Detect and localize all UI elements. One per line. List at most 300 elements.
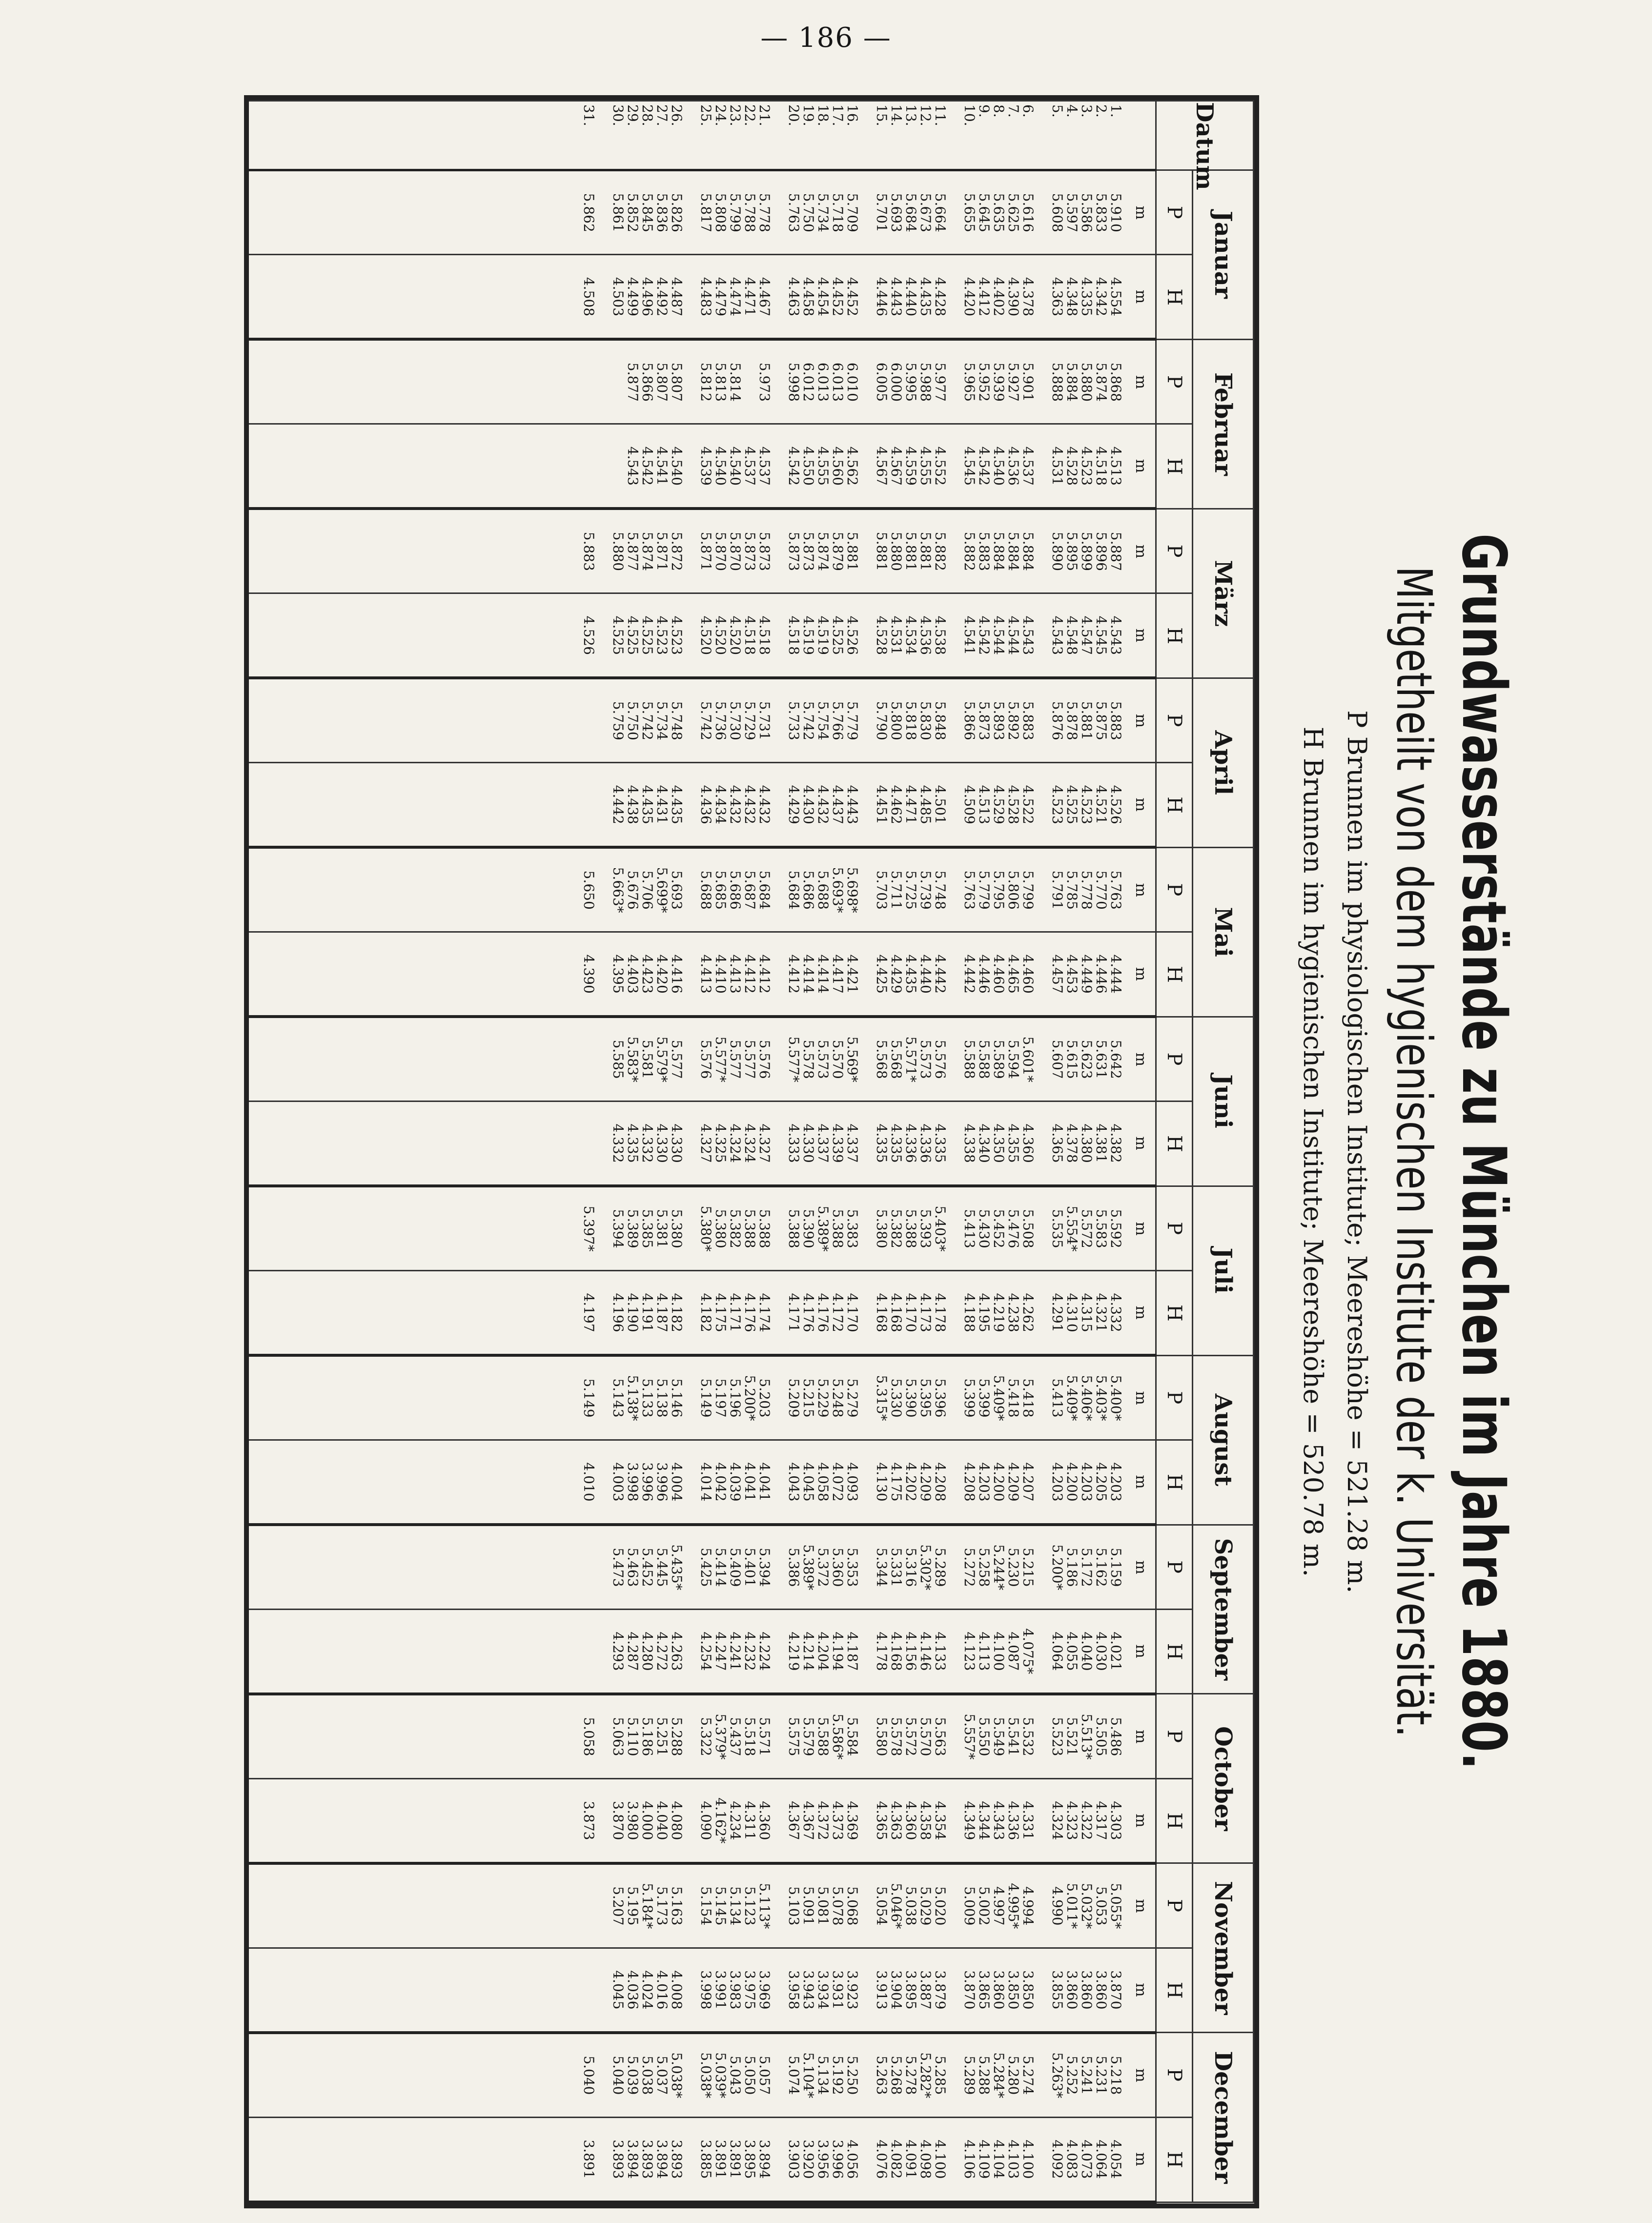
water-level-value: 5.038* — [669, 2052, 685, 2099]
water-level-value: 4.395 — [610, 954, 626, 994]
water-level-value: 3.860 — [1079, 1970, 1095, 2010]
water-level-value: 5.807 — [669, 362, 685, 402]
water-level-value: 5.581 — [639, 1040, 655, 1079]
water-level-value: 5.901 — [1020, 362, 1036, 402]
water-level-value: 4.338 — [961, 1123, 978, 1163]
water-level-value: 4.360 — [1020, 1123, 1036, 1163]
water-level-value: 4.990 — [1049, 1886, 1065, 1926]
water-level-value: 5.883 — [976, 531, 992, 571]
water-level-value: 5.414 — [713, 1548, 729, 1587]
water-level-value: 4.471 — [742, 277, 758, 317]
water-level-value: 5.848 — [932, 701, 948, 740]
water-level-value: 4.540 — [991, 446, 1007, 486]
water-level-value: 4.075* — [1020, 1628, 1036, 1674]
water-level-value — [684, 1865, 698, 1947]
water-level-value: 5.892 — [1005, 701, 1021, 740]
water-level-value: 5.763 — [1108, 870, 1124, 910]
month-p-column — [249, 2033, 1126, 2117]
month-p-column — [249, 1186, 1126, 1270]
water-level-value: 4.327 — [756, 1123, 773, 1163]
water-level-value: 5.625 — [1005, 193, 1021, 232]
water-level-value: 3.934 — [815, 1970, 831, 2010]
water-level-value — [772, 1441, 786, 1523]
water-level-value: 5.693 — [888, 193, 904, 232]
water-level-value: 4.382 — [1108, 1123, 1124, 1163]
water-level-value: 3.894 — [625, 2140, 641, 2179]
water-level-value: 5.331 — [888, 1548, 904, 1587]
water-level-value: 5.878 — [1064, 701, 1080, 740]
water-level-value: 4.552 — [932, 446, 948, 486]
water-level-value — [772, 1610, 786, 1693]
water-level-value: 5.952 — [976, 362, 992, 402]
water-level-value: 5.532 — [1020, 1717, 1036, 1756]
day-label: 4. — [1064, 104, 1080, 118]
unit-label: m — [1126, 1525, 1156, 1609]
water-level-value: 5.684 — [786, 870, 802, 910]
water-level-value: 5.043 — [727, 2056, 743, 2095]
water-level-value: 4.434 — [713, 785, 729, 824]
water-level-value: 4.041 — [756, 1462, 773, 1502]
water-level-value: 3.996 — [654, 1462, 670, 1502]
water-level-value: 6.013 — [815, 362, 831, 402]
water-level-value: 4.187 — [844, 1632, 860, 1671]
water-level-value: 5.579 — [800, 1717, 816, 1756]
water-level-value: 4.496 — [639, 277, 655, 317]
water-level-value — [947, 594, 962, 676]
water-level-value: 5.693 — [669, 870, 685, 910]
water-level-value: 4.123 — [961, 1632, 978, 1671]
water-level-value: 5.899 — [1079, 531, 1095, 571]
water-level-value: 5.973 — [756, 362, 773, 402]
water-level-value: 4.342 — [1093, 277, 1109, 317]
water-level-value: 4.522 — [1020, 785, 1036, 824]
water-level-value: 4.080 — [669, 1801, 685, 1840]
water-level-value: 4.474 — [727, 277, 743, 317]
water-level-value: 5.385 — [639, 1209, 655, 1248]
water-level-value: 4.176 — [800, 1293, 816, 1332]
water-level-value: 4.024 — [639, 1970, 655, 2010]
water-level-value: 4.349 — [961, 1801, 978, 1840]
water-level-value: 5.263* — [1049, 2052, 1065, 2099]
water-level-value — [947, 2034, 962, 2117]
water-level-value: 4.293 — [610, 1632, 626, 1671]
water-level-value: 5.759 — [610, 701, 626, 740]
water-level-value: 5.927 — [1005, 362, 1021, 402]
water-level-value: 5.874 — [639, 531, 655, 571]
water-level-value: 3.913 — [874, 1970, 890, 2010]
water-level-value: 4.092 — [1049, 2140, 1065, 2179]
water-level-value — [947, 1187, 962, 1270]
water-level-value: 3.870 — [610, 1801, 626, 1840]
water-level-value: 5.873 — [800, 531, 816, 571]
month-p-column — [249, 678, 1126, 762]
water-level-value — [596, 2118, 611, 2201]
water-level-value: 5.852 — [625, 193, 641, 232]
water-level-value: 4.043 — [786, 1462, 802, 1502]
water-level-value: 5.149 — [581, 1378, 597, 1418]
water-level-value: 5.173 — [654, 1886, 670, 1926]
water-level-value: 5.081 — [815, 1886, 831, 1926]
day-label: 2. — [1093, 104, 1109, 118]
water-level-value: 5.145 — [713, 1886, 729, 1926]
water-level-value: 6.012 — [800, 362, 816, 402]
water-level-value: 5.812 — [698, 362, 714, 402]
day-label: 10. — [961, 104, 978, 126]
water-level-value: 5.330 — [888, 1378, 904, 1418]
water-level-value: 3.855 — [1049, 1970, 1065, 2010]
unit-label: m — [1126, 678, 1156, 762]
day-label: 12. — [918, 104, 934, 126]
water-level-value — [596, 510, 611, 592]
water-level-value — [684, 510, 698, 592]
water-level-value: 4.420 — [961, 277, 978, 317]
water-level-value: 5.583* — [625, 1036, 641, 1082]
water-level-value: 5.711 — [888, 870, 904, 910]
water-level-value: 5.872 — [669, 531, 685, 571]
water-level-value: 4.378 — [1064, 1123, 1080, 1163]
month-header: Mai — [1193, 847, 1254, 1017]
water-level-value: 5.197 — [713, 1378, 729, 1418]
water-level-value: 5.486 — [1108, 1717, 1124, 1756]
water-level-value: 5.388 — [830, 1209, 846, 1248]
water-level-value: 5.977 — [932, 362, 948, 402]
water-level-value: 5.790 — [874, 701, 890, 740]
water-level-value: 4.030 — [1093, 1632, 1109, 1671]
water-level-value: 4.195 — [976, 1293, 992, 1332]
water-level-value: 4.536 — [918, 615, 934, 655]
unit-label: m — [1126, 2033, 1156, 2117]
water-level-value: 5.881 — [844, 531, 860, 571]
water-level-value: 5.998 — [786, 362, 802, 402]
water-level-value: 4.103 — [1005, 2140, 1021, 2179]
water-level-value: 5.138 — [654, 1378, 670, 1418]
water-level-value: 4.390 — [1005, 277, 1021, 317]
water-level-value: 4.542 — [976, 615, 992, 655]
water-level-value: 4.442 — [961, 954, 978, 994]
water-level-value: 4.457 — [1049, 954, 1065, 994]
water-level-value — [581, 679, 596, 762]
water-level-value — [596, 425, 611, 507]
water-level-value: 4.330 — [669, 1123, 685, 1163]
water-level-value: 4.372 — [815, 1801, 831, 1840]
month-header: Juli — [1193, 1186, 1254, 1355]
water-level-value — [596, 255, 611, 338]
water-level-value: 5.631 — [1093, 1040, 1109, 1079]
page-subtitle: Mitgetheilt von dem hygienischen Institute der k. Universität. — [1386, 566, 1443, 1737]
water-level-value: 5.788 — [742, 193, 758, 232]
water-level-value: 5.750 — [625, 701, 641, 740]
water-level-value: 5.195 — [625, 1886, 641, 1926]
water-level-value: 5.766 — [830, 701, 846, 740]
water-level-value: 4.520 — [727, 615, 743, 655]
unit-label: m — [1126, 932, 1156, 1017]
water-level-value — [596, 594, 611, 676]
day-label: 29. — [625, 104, 641, 126]
water-level-value: 5.592 — [1108, 1209, 1124, 1248]
water-level-value — [859, 1865, 874, 1947]
water-level-value: 5.430 — [976, 1209, 992, 1248]
water-level-value: 4.528 — [1064, 446, 1080, 486]
water-level-value — [947, 1865, 962, 1947]
water-level-value: 4.543 — [625, 446, 641, 486]
h-column-header: H — [1156, 255, 1193, 339]
water-level-value — [684, 171, 698, 254]
water-level-value: 5.873 — [786, 531, 802, 571]
water-level-value: 5.554* — [1064, 1205, 1080, 1252]
water-level-value: 5.881 — [874, 531, 890, 571]
water-level-value: 4.040 — [1079, 1632, 1095, 1671]
water-level-value: 6.010 — [844, 362, 860, 402]
water-level-value — [859, 425, 874, 507]
water-level-value: 4.485 — [918, 785, 934, 824]
month-header: December — [1193, 2033, 1254, 2202]
water-level-value: 5.570 — [918, 1717, 934, 1756]
water-level-value: 5.623 — [1079, 1040, 1095, 1079]
water-level-value: 5.143 — [610, 1378, 626, 1418]
water-level-value: 4.315 — [1079, 1293, 1095, 1332]
water-level-value: 5.826 — [669, 193, 685, 232]
water-level-value: 5.861 — [610, 193, 626, 232]
water-level-value: 5.274 — [1020, 2056, 1036, 2095]
water-level-value: 5.244* — [991, 1544, 1007, 1591]
water-level-value: 4.444 — [1108, 954, 1124, 994]
water-level-value: 4.072 — [830, 1462, 846, 1502]
water-level-value: 5.390 — [903, 1378, 919, 1418]
water-level-value: 4.428 — [932, 277, 948, 317]
month-h-column — [249, 255, 1126, 339]
water-level-value: 4.437 — [830, 785, 846, 824]
p-column-header: P — [1156, 1525, 1193, 1609]
day-label: 28. — [639, 104, 655, 126]
water-level-value: 5.699* — [654, 867, 670, 913]
water-level-value: 3.879 — [932, 1970, 948, 2010]
water-level-value — [684, 2034, 698, 2117]
water-level-value: 4.531 — [1049, 446, 1065, 486]
water-level-value: 5.734 — [815, 193, 831, 232]
title-block — [1265, 95, 1519, 2208]
water-level-value — [772, 594, 786, 676]
water-level-value: 4.104 — [991, 2140, 1007, 2179]
water-level-value: 5.833 — [1093, 193, 1109, 232]
water-level-value — [947, 1102, 962, 1184]
month-p-column — [249, 170, 1126, 255]
groundwater-table — [244, 95, 1259, 2208]
water-level-value — [596, 1610, 611, 1693]
water-level-value: 4.465 — [1005, 954, 1021, 994]
water-level-value: 4.499 — [625, 277, 641, 317]
day-label — [859, 104, 874, 169]
water-level-value: 4.208 — [932, 1462, 948, 1502]
water-level-value — [772, 679, 786, 762]
day-label: 13. — [903, 104, 919, 126]
day-label — [772, 104, 786, 169]
water-level-value: 5.050 — [742, 2056, 758, 2095]
water-level-value: 4.175 — [713, 1293, 729, 1332]
water-level-value: 4.175 — [888, 1462, 904, 1502]
water-level-value: 5.215 — [1020, 1548, 1036, 1587]
water-level-value: 4.076 — [874, 2140, 890, 2179]
water-level-value: 5.893 — [991, 701, 1007, 740]
water-level-value: 5.868 — [1108, 362, 1124, 402]
unit-label: m — [1126, 847, 1156, 932]
water-level-value: 5.315* — [874, 1375, 890, 1421]
page-number: — 186 — — [760, 22, 892, 54]
water-level-value: 4.567 — [874, 446, 890, 486]
water-level-value — [947, 341, 962, 423]
water-level-value — [947, 171, 962, 254]
water-level-value: 4.436 — [698, 785, 714, 824]
water-level-value: 4.348 — [1064, 277, 1080, 317]
water-level-value: 5.785 — [1064, 870, 1080, 910]
h-column-header: H — [1156, 593, 1193, 678]
month-header: April — [1193, 678, 1254, 847]
water-level-value: 5.282* — [918, 2052, 934, 2099]
water-level-value — [1035, 1441, 1050, 1523]
water-level-value: 4.536 — [1005, 446, 1021, 486]
water-level-value: 3.904 — [888, 1970, 904, 2010]
water-level-value: 5.360 — [830, 1548, 846, 1587]
month-header: November — [1193, 1863, 1254, 2033]
water-level-value: 5.870 — [727, 531, 743, 571]
unit-label: m — [1126, 255, 1156, 339]
water-level-value: 4.054 — [1108, 2140, 1124, 2179]
water-level-value — [684, 594, 698, 676]
water-level-value: 4.008 — [669, 1970, 685, 2010]
water-level-value: 4.202 — [903, 1462, 919, 1502]
water-level-value: 5.162 — [1093, 1548, 1109, 1587]
water-level-value — [859, 933, 874, 1015]
water-level-value: 5.808 — [713, 193, 729, 232]
water-level-value: 5.133 — [639, 1378, 655, 1418]
water-level-value: 5.685 — [713, 870, 729, 910]
water-level-value: 5.409* — [1064, 1375, 1080, 1421]
water-level-value: 4.332 — [610, 1123, 626, 1163]
water-level-value: 5.778 — [1079, 870, 1095, 910]
water-level-value: 4.479 — [713, 277, 729, 317]
water-level-value — [1035, 1610, 1050, 1693]
water-level-value — [684, 1526, 698, 1609]
water-level-value: 5.576 — [698, 1040, 714, 1079]
water-level-value: 4.417 — [830, 954, 846, 994]
water-level-value: 5.473 — [610, 1548, 626, 1587]
water-level-value: 5.576 — [932, 1040, 948, 1079]
day-label: 9. — [976, 104, 992, 118]
water-level-value — [596, 1865, 611, 1947]
water-level-value: 4.509 — [961, 785, 978, 824]
water-level-value: 5.058 — [581, 1717, 597, 1756]
water-level-value: 4.324 — [1049, 1801, 1065, 1840]
water-level-value: 4.526 — [1108, 785, 1124, 824]
water-level-value: 5.215 — [800, 1378, 816, 1418]
day-label: 5. — [1049, 104, 1065, 118]
water-level-value: 5.875 — [1093, 701, 1109, 740]
water-level-value: 4.423 — [639, 954, 655, 994]
water-level-value: 4.041 — [742, 1462, 758, 1502]
water-level-value — [772, 1357, 786, 1439]
day-label: 11. — [932, 104, 948, 126]
water-level-value: 4.162* — [713, 1797, 729, 1844]
water-level-value: 4.531 — [888, 615, 904, 655]
water-level-value — [684, 1357, 698, 1439]
water-level-value — [1035, 1526, 1050, 1609]
water-level-value: 4.336 — [903, 1123, 919, 1163]
p-column-header: P — [1156, 170, 1193, 255]
water-level-value: 4.525 — [610, 615, 626, 655]
water-level-value — [859, 1610, 874, 1693]
water-level-value: 4.540 — [713, 446, 729, 486]
water-level-value: 4.190 — [625, 1293, 641, 1332]
water-level-value: 4.203 — [976, 1462, 992, 1502]
water-level-value: 5.186 — [1064, 1548, 1080, 1587]
water-level-value: 4.554 — [1108, 277, 1124, 317]
water-level-value: 4.056 — [844, 2140, 860, 2179]
water-level-value: 5.876 — [1049, 701, 1065, 740]
water-level-value: 5.879 — [830, 531, 846, 571]
water-level-value: 4.335 — [874, 1123, 890, 1163]
water-level-value: 4.324 — [727, 1123, 743, 1163]
water-level-value: 4.467 — [756, 277, 773, 317]
p-column-header: P — [1156, 509, 1193, 593]
water-level-value: 3.983 — [727, 1970, 743, 2010]
water-level-value: 4.262 — [1020, 1293, 1036, 1332]
water-level-value: 4.287 — [625, 1632, 641, 1671]
water-level-value: 4.421 — [844, 954, 860, 994]
water-level-value: 4.203 — [1079, 1462, 1095, 1502]
water-level-value: 3.969 — [756, 1970, 773, 2010]
water-level-value: 5.278 — [903, 2056, 919, 2095]
unit-label: m — [1126, 1609, 1156, 1693]
water-level-value — [772, 849, 786, 931]
water-level-value: 5.568 — [874, 1040, 890, 1079]
water-level-value: 5.134 — [727, 1886, 743, 1926]
water-level-value: 5.063 — [610, 1717, 626, 1756]
water-level-value: 5.445 — [654, 1548, 670, 1587]
water-level-value — [596, 763, 611, 846]
water-level-value: 4.431 — [654, 785, 670, 824]
water-level-value — [1035, 1357, 1050, 1439]
water-level-value: 5.285 — [932, 2056, 948, 2095]
water-level-value: 5.505 — [1093, 1717, 1109, 1756]
water-level-value: 5.880 — [610, 531, 626, 571]
water-level-value — [596, 1695, 611, 1778]
water-level-value: 5.568 — [888, 1040, 904, 1079]
water-level-value: 5.866 — [961, 701, 978, 740]
day-label: 31. — [581, 104, 597, 126]
water-level-value: 5.279 — [844, 1378, 860, 1418]
unit-label: m — [1126, 2117, 1156, 2202]
water-level-value: 4.000 — [639, 1801, 655, 1840]
water-level-value: 4.460 — [991, 954, 1007, 994]
water-level-value: 5.693* — [830, 867, 846, 913]
water-level-value: 5.608 — [1049, 193, 1065, 232]
water-level-value: 4.335 — [1079, 277, 1095, 317]
water-level-value: 4.055 — [1064, 1632, 1080, 1671]
water-level-value: 4.503 — [610, 277, 626, 317]
water-level-value — [1035, 1018, 1050, 1101]
water-level-value: 4.188 — [961, 1293, 978, 1332]
water-level-value: 4.487 — [669, 277, 685, 317]
water-level-value: 5.230 — [1005, 1548, 1021, 1587]
water-level-value: 5.687 — [742, 870, 758, 910]
water-level-value: 4.446 — [874, 277, 890, 317]
water-level-value: 4.232 — [742, 1632, 758, 1671]
water-level-value: 5.316 — [903, 1548, 919, 1587]
water-level-value — [947, 1949, 962, 2031]
water-level-value: 5.029 — [918, 1886, 934, 1926]
water-level-value: 5.615 — [1064, 1040, 1080, 1079]
water-level-value: 4.440 — [903, 277, 919, 317]
water-level-value: 6.013 — [830, 362, 846, 402]
